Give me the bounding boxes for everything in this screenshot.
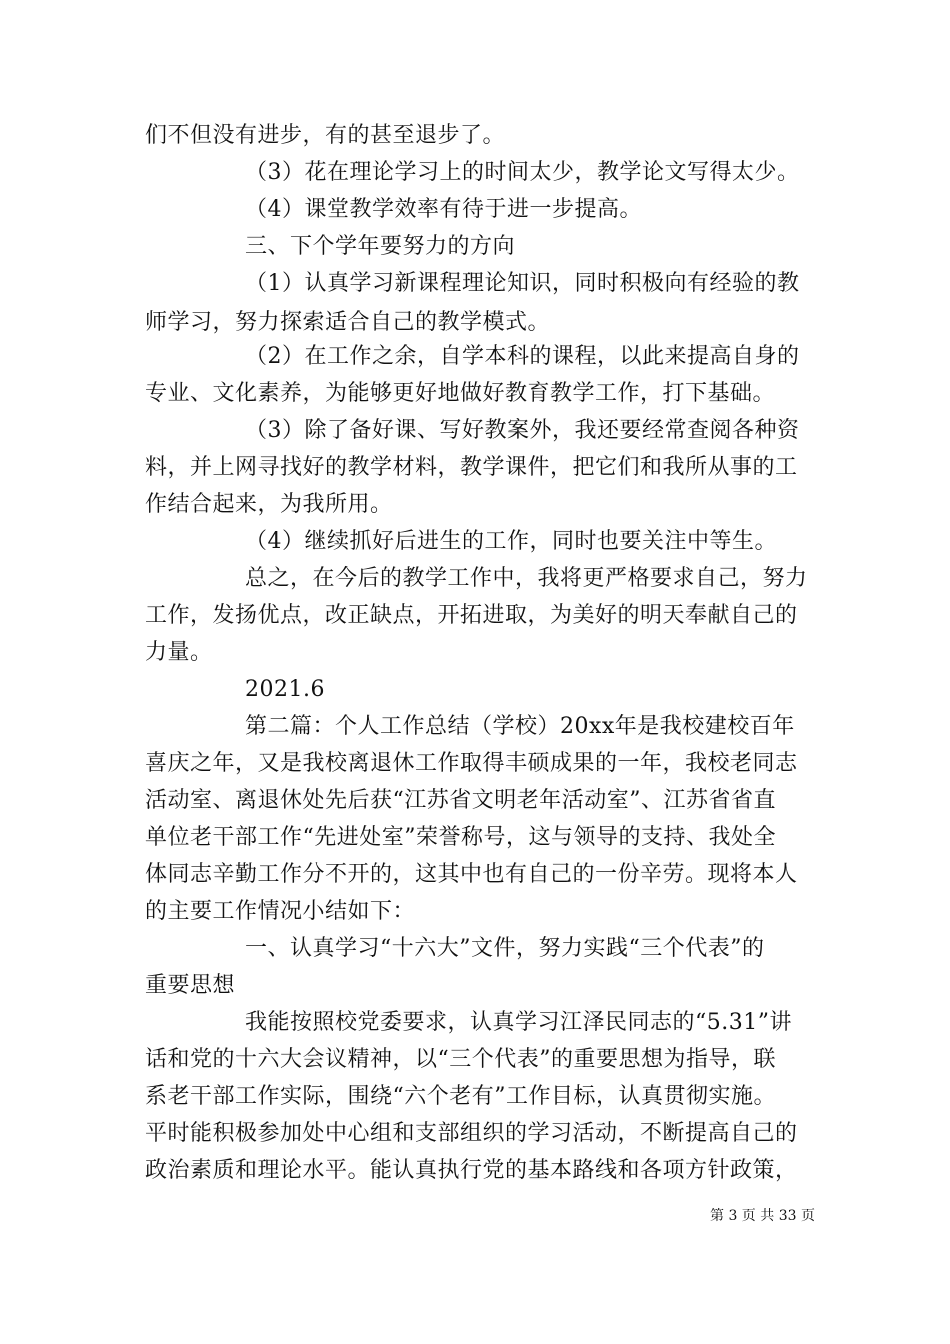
text-line: 们不但没有进步，有的甚至退步了。 [145, 123, 506, 148]
date-line: 2021.6 [245, 677, 325, 702]
text-line: 专业、文化素养，为能够更好地做好教育教学工作，打下基础。 [145, 381, 776, 406]
section-heading: 三、下个学年要努力的方向 [245, 234, 516, 259]
text-line: 师学习，努力探索适合自己的教学模式。 [145, 310, 551, 335]
text-line: （2）在工作之余，自学本科的课程，以此来提高自身的 [245, 344, 800, 369]
section-heading-cont: 重要思想 [145, 973, 236, 998]
text-line: （4）继续抓好后进生的工作，同时也要关注中等生。 [245, 529, 777, 554]
text-line: 平时能积极参加处中心组和支部组织的学习活动，不断提高自己的 [145, 1121, 798, 1146]
text-line: （4）课堂教学效率有待于进一步提高。 [245, 197, 642, 222]
text-line: 作结合起来，为我所用。 [145, 492, 393, 517]
text-line: （1）认真学习新课程理论知识，同时积极向有经验的教 [245, 271, 800, 296]
text-line: 我能按照校党委要求，认真学习江泽民同志的“5.31”讲 [245, 1010, 792, 1035]
text-line: 的主要工作情况小结如下： [145, 899, 416, 924]
text-line: 料，并上网寻找好的教学材料，教学课件，把它们和我所从事的工 [145, 455, 798, 480]
section-heading: 一、认真学习“十六大”文件，努力实践“三个代表”的 [245, 936, 765, 961]
text-line: （3）花在理论学习上的时间太少，教学论文写得太少。 [245, 160, 800, 185]
text-line: 工作，发扬优点，改正缺点，开拓进取，为美好的明天奉献自己的 [145, 603, 798, 628]
text-line: 话和党的十六大会议精神，以“三个代表”的重要思想为指导，联 [145, 1047, 776, 1072]
text-line: 喜庆之年，又是我校离退休工作取得丰硕成果的一年，我校老同志 [145, 751, 798, 776]
text-line: 系老干部工作实际，围绕“六个老有”工作目标，认真贯彻实施。 [145, 1084, 776, 1109]
page-number-footer: 第 3 页 共 33 页 [710, 1208, 815, 1224]
text-line: 活动室、离退休处先后获“江苏省文明老年活动室”、江苏省省直 [145, 788, 776, 813]
text-line: 体同志辛勤工作分不开的，这其中也有自己的一份辛劳。现将本人 [145, 862, 798, 887]
text-line: 第二篇：个人工作总结（学校）20xx年是我校建校百年 [245, 714, 795, 739]
text-line: 政治素质和理论水平。能认真执行党的基本路线和各项方针政策， [145, 1158, 798, 1183]
text-line: （3）除了备好课、写好教案外，我还要经常查阅各种资 [245, 418, 800, 443]
text-line: 力量。 [145, 640, 213, 665]
text-line: 总之，在今后的教学工作中，我将更严格要求自己，努力 [245, 566, 808, 591]
text-line: 单位老干部工作“先进处室”荣誉称号，这与领导的支持、我处全 [145, 825, 776, 850]
